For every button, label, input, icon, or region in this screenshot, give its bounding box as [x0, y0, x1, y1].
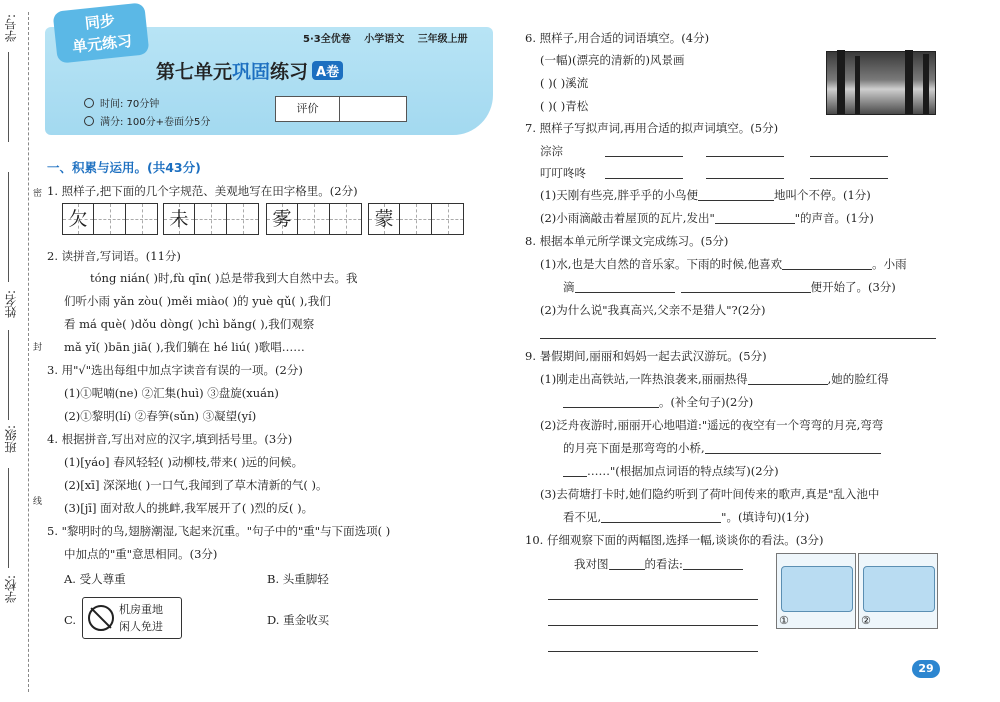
class-field[interactable] [8, 330, 9, 420]
q4-stem: 4. 根据拼音,写出对应的汉字,填到括号里。(3分) [47, 432, 293, 446]
q3-stem: 3. 用"√"选出每组中加点字读音有误的一项。(2分) [47, 363, 303, 377]
bus-picture[interactable]: ② [858, 553, 938, 629]
no-entry-icon [88, 605, 114, 631]
section-heading: 一、积累与运用。(共43分) [47, 160, 201, 175]
q4-row[interactable]: (2)[xī] 深深地( )一口气,我闻到了草木清新的气( )。 [64, 478, 328, 492]
q10-stem: 10. 仔细观察下面的两幅图,选择一幅,谈谈你的看法。(3分) [525, 533, 824, 547]
clock-icon [84, 98, 94, 108]
binding-cut-line [28, 12, 29, 692]
q3-row[interactable]: (1)①呢喃(ne) ②汇集(huì) ③盘旋(xuán) [64, 386, 279, 400]
q5-stem-cont: 中加点的"重"意思相同。(3分) [64, 547, 218, 561]
school-label: 学校: [4, 575, 18, 604]
q2-stem: 2. 读拼音,写词语。(11分) [47, 249, 181, 263]
q7-sentence: (2)小雨滴敲击着屋顶的瓦片,发出" "的声音。(1分) [540, 211, 874, 225]
evaluation-box [275, 96, 407, 122]
q2-line[interactable]: 看 má què( )dǒu dòng( )chì bǎng( ),我们观察 [64, 317, 315, 331]
q8-stem: 8. 根据本单元所学课文完成练习。(5分) [525, 234, 729, 248]
series-name: 5·3全优卷 [303, 34, 351, 45]
name-label: 姓名: [4, 290, 18, 319]
q7-stem: 7. 照样子写拟声词,再用合适的拟声词填空。(5分) [525, 121, 779, 135]
q5-option-b[interactable]: B. 头重脚轻 [267, 572, 329, 586]
answer-line[interactable] [540, 325, 936, 341]
writing-grid[interactable]: 未 [163, 203, 259, 235]
q6-row[interactable]: ( )( )青松 [540, 99, 589, 113]
student-id-field[interactable] [8, 52, 9, 142]
q7-word: 淙淙 [540, 144, 563, 158]
q2-line[interactable]: 们听小雨 yǎn zòu( )měi miào( )的 yuè qǔ( ),我们 [64, 294, 331, 308]
q9-sentence: (2)泛舟夜游时,丽丽开心地唱道:"遥远的夜空有一个弯弯的月亮,弯弯 [540, 418, 884, 432]
q2-line[interactable]: tóng nián( )时,fù qīn( )总是带我到大自然中去。我 [90, 271, 358, 285]
q9-sentence: (3)去荷塘打卡时,她们隐约听到了荷叶间传来的歌声,真是"乱入池中 [540, 487, 880, 501]
q6-stem: 6. 照样子,用合适的词语填空。(4分) [525, 31, 710, 45]
publication-line [303, 30, 478, 45]
school-field[interactable] [8, 468, 9, 568]
student-id-label: 学号: [4, 14, 18, 43]
q5-option-c[interactable]: C. [64, 613, 77, 627]
grade-name: 三年级上册 [417, 34, 468, 45]
seal-mark: 密 [33, 189, 43, 199]
q5-option-a[interactable]: A. 受人尊重 [64, 572, 126, 586]
q1-stem: 1. 照样子,把下面的几个字规范、美观地写在田字格里。(2分) [47, 184, 358, 198]
q9-sentence: 看不见, "。(填诗句)(1分) [563, 510, 810, 524]
q4-row[interactable]: (1)[yáo] 春风轻轻( )动柳枝,带来( )远的问候。 [64, 455, 304, 469]
answer-line[interactable] [548, 638, 758, 654]
page-number: 29 [912, 660, 940, 678]
q3-row[interactable]: (2)①黎明(lí) ②春笋(sǔn) ③凝望(yí) [64, 409, 257, 423]
page-title: 第七单元巩固练习 A卷 [156, 57, 343, 84]
writing-grid[interactable]: 欠 [62, 203, 158, 235]
class-label: 班级: [4, 425, 18, 454]
q9-sentence: 的月亮下面是那弯弯的小桥, [563, 440, 881, 456]
unit-badge: 同步 单元练习 [53, 2, 150, 63]
q9-sentence: ……"(根据加点词语的特点续写)(2分) [563, 463, 779, 479]
q6-row[interactable]: ( )( )溪流 [540, 76, 589, 90]
q4-row[interactable]: (3)[jī] 面对敌人的挑衅,我军展开了( )烈的反( )。 [64, 501, 314, 515]
q5-stem: 5. "黎明时的鸟,翅膀潮湿,飞起来沉重。"句子中的"重"与下面选项( ) [47, 524, 391, 538]
q10-lead: 我对图 的看法: [574, 556, 743, 572]
q9-sentence: 。(补全句子)(2分) [563, 394, 753, 410]
subject-name: 小学语文 [364, 34, 405, 45]
binding-strip [0, 0, 42, 702]
evaluation-field[interactable] [340, 97, 406, 121]
q6-example: (一幅)(漂亮的清新的)风景画 [540, 53, 685, 67]
seal-mark: 线 [33, 497, 43, 507]
no-entry-sign: 机房重地 闲人免进 [82, 597, 182, 639]
time-limit: 时间: 70分钟 [84, 95, 159, 110]
q8-sentence: (1)水,也是大自然的音乐家。下雨的时候,他喜欢 。小雨 [540, 257, 907, 271]
q2-line[interactable]: mǎ yǐ( )bān jiā( ),我们躺在 hé liú( )歌唱…… [64, 340, 305, 354]
answer-line[interactable] [548, 586, 758, 602]
q9-sentence: (1)刚走出高铁站,一阵热浪袭来,丽丽热得 ,她的脸红得 [540, 372, 889, 386]
q7-sentence: (1)天刚有些亮,胖乎乎的小鸟便 地叫个不停。(1分) [540, 188, 871, 202]
q5-option-d[interactable]: D. 重金收买 [267, 613, 330, 627]
paper-version-tag: A卷 [312, 61, 343, 80]
writing-grid[interactable]: 雾 [266, 203, 362, 235]
bus-picture[interactable]: ① [776, 553, 856, 629]
q9-stem: 9. 暑假期间,丽丽和妈妈一起去武汉游玩。(5分) [525, 349, 767, 363]
full-score: 满分: 100分+卷面分5分 [84, 113, 210, 128]
seal-mark: 封 [33, 343, 43, 353]
name-field[interactable] [8, 172, 9, 282]
writing-grid[interactable]: 蒙 [368, 203, 464, 235]
answer-line[interactable] [548, 612, 758, 628]
check-icon [84, 116, 94, 126]
q8-question: (2)为什么说"我真高兴,父亲不是猎人"?(2分) [540, 303, 766, 317]
evaluation-label: 评价 [276, 97, 340, 121]
forest-stream-photo [826, 51, 936, 115]
q7-word: 叮叮咚咚 [540, 166, 586, 180]
q8-sentence: 滴 便开始了。(3分) [563, 280, 896, 294]
